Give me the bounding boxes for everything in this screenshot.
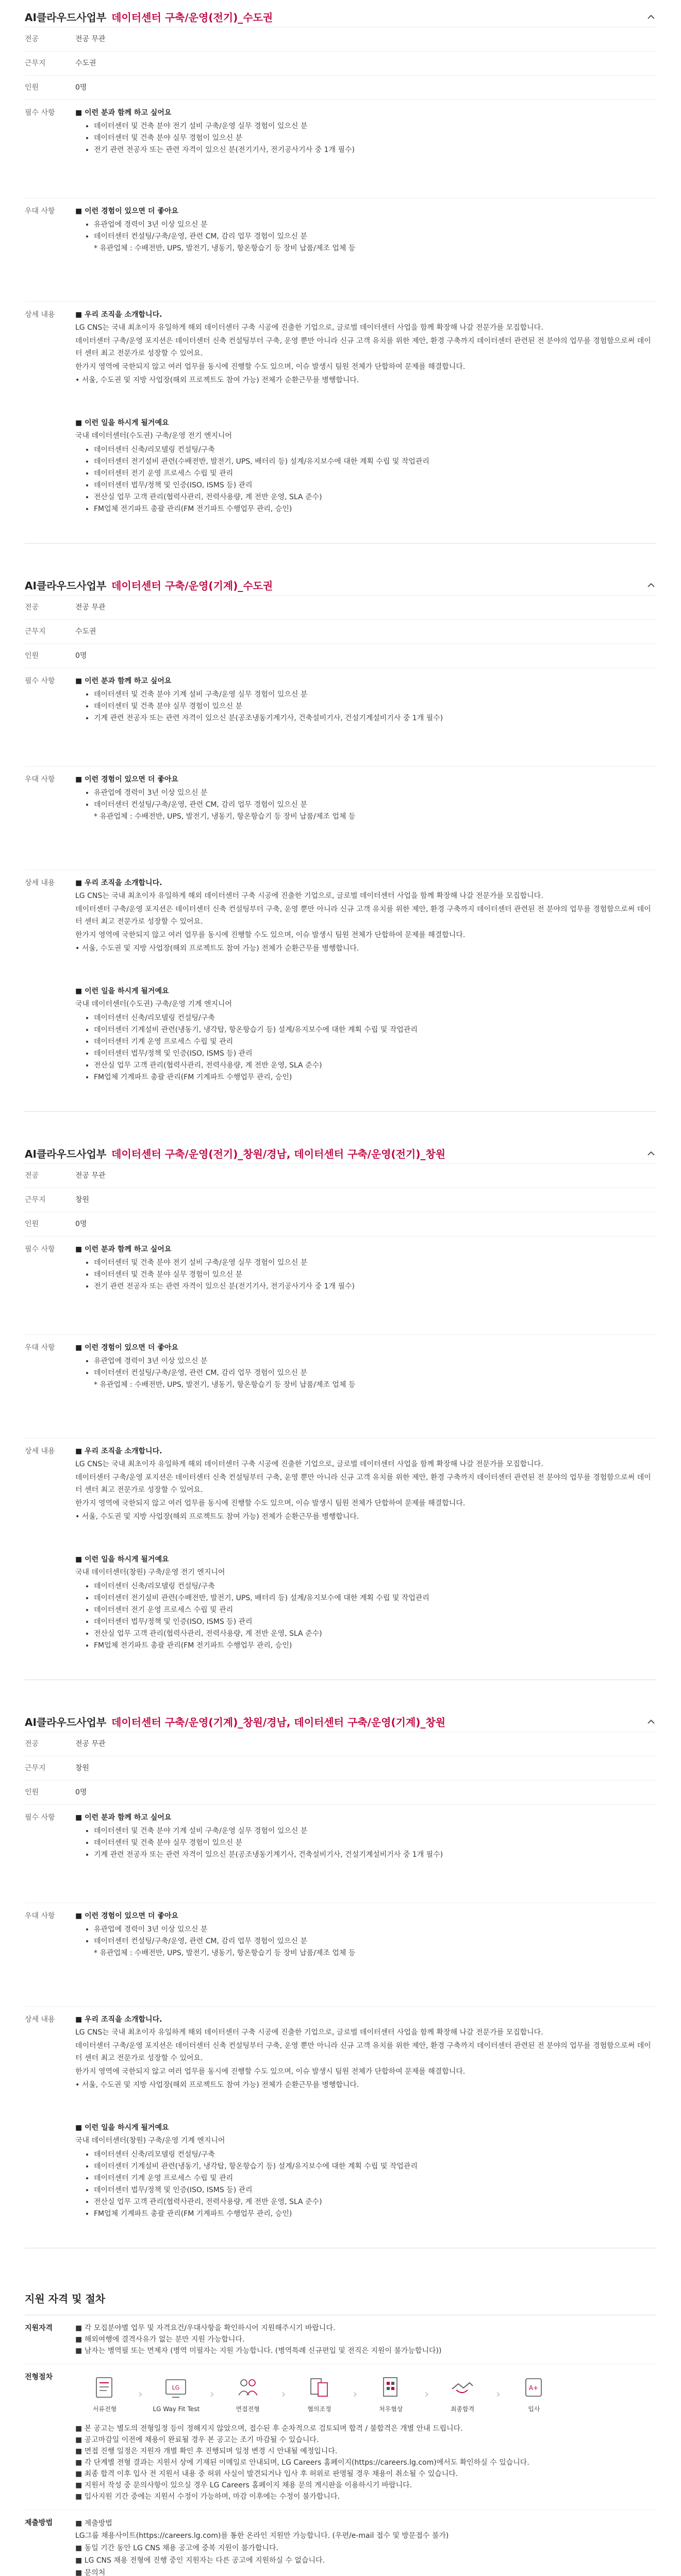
preferred-values bbox=[75, 1335, 656, 1438]
process-step-label: 협의조정 bbox=[307, 2405, 331, 2413]
required-head: ■ 이런 분과 함께 하고 싶어요 bbox=[75, 1812, 656, 1823]
detail-paragraph: 데이터센터 구축/운영 포지션은 데이터센터 신축 컨설팅부터 구축, 운영 뿐만 아니라 신규 고객 유치를 위한 제안, 환경 구축까지 데이터센터 관련된 전 분야의 업무를 경험함으로써 데이터 센터 최고 전문가로 성장할 수 있어요. bbox=[75, 337, 651, 358]
qualification-label: 지원자격 bbox=[25, 2324, 53, 2332]
detail-paragraph: 데이터센터 구축/운영 포지션은 데이터센터 신축 컨설팅부터 구축, 운영 뿐만 아니라 신규 고객 유치를 위한 제안, 환경 구축까지 데이터센터 관련된 전 분야의 업무를 경험함으로써 데이터 센터 최고 전문가로 성장할 수 있어요. bbox=[75, 1473, 651, 1494]
location-value: 수도권 bbox=[75, 628, 96, 636]
detail-head: ■ 우리 조직을 소개합니다. bbox=[75, 877, 656, 889]
list-item: • 데이터센터 전기 운영 프로세스 수립 및 관리 bbox=[94, 1604, 656, 1616]
required-row bbox=[25, 1236, 656, 1335]
list-item: • 데이터센터 및 건축 분야 전기 설비 구축/운영 실무 경험이 있으신 분 bbox=[94, 1257, 656, 1269]
apply-line: ■ 동일 기간 동안 LG CNS 채용 공고에 중복 지원이 불가합니다. bbox=[75, 2544, 278, 2552]
list-item: • 데이터센터 신축/리모델링 컨설팅/구축 bbox=[94, 1012, 656, 1024]
detail-paragraph: 한가지 영역에 국한되지 않고 여러 업무를 동시에 진행할 수도 있으며, 이슈 발생시 팀원 전체가 단합하여 문제를 해결합니다. bbox=[75, 2067, 466, 2076]
list-item: • FM업체 기계파트 총괄 관리(FM 기계파트 수행업무 관리, 승인) bbox=[94, 1072, 656, 1083]
headcount-label: 인원 bbox=[25, 83, 39, 92]
job-posting bbox=[25, 1711, 656, 2248]
process-step bbox=[75, 2375, 134, 2415]
preferred-note: * 유관업체 : 수배전반, UPS, 발전기, 냉동기, 항온항습기 등 장비 납품/제조 업체 등 bbox=[94, 812, 356, 821]
preferred-list bbox=[75, 1924, 656, 1947]
list-item: • 데이터센터 법무/정책 및 인증(ISO, ISMS 등) 관리 bbox=[94, 480, 656, 492]
list-item: • 데이터센터 및 건축 분야 기계 설비 구축/운영 실무 경험이 있으신 분 bbox=[94, 689, 656, 701]
detail-head: ■ 우리 조직을 소개합니다. bbox=[75, 1446, 656, 1457]
apply-label: 제출방법 bbox=[25, 2519, 53, 2527]
preferred-label: 우대 사항 bbox=[25, 1912, 55, 1920]
major-value: 전공 무관 bbox=[75, 603, 106, 612]
major-row bbox=[25, 596, 656, 620]
required-head: ■ 이런 분과 함께 하고 싶어요 bbox=[75, 107, 656, 118]
job-dept: AI클라우드사업부 bbox=[25, 1147, 107, 1160]
job-header[interactable] bbox=[25, 6, 656, 27]
preferred-label: 우대 사항 bbox=[25, 775, 55, 784]
chevron-right-icon: › bbox=[496, 2388, 501, 2401]
list-item: • 데이터센터 및 건축 분야 전기 설비 구축/운영 실무 경험이 있으신 분 bbox=[94, 121, 656, 132]
detail-paragraph: • 서울, 수도권 및 지방 사업장(해외 프로젝트도 참여 가능) 전체가 순환근무를 병행합니다. bbox=[75, 944, 359, 953]
required-list bbox=[75, 1825, 656, 1861]
work-list bbox=[75, 1581, 656, 1652]
qualification-line: ■ 남자는 병역필 또는 면제자 (병역 미필자는 지원 가능합니다. (병역특례 신규편입 및 전직은 지원이 불가능합니다)) bbox=[75, 2347, 442, 2355]
list-item: • 데이터센터 및 건축 분야 실무 경험이 있으신 분 bbox=[94, 132, 656, 144]
preferred-head: ■ 이런 경험이 있으면 더 좋아요 bbox=[75, 1342, 656, 1353]
apply-values bbox=[75, 2510, 656, 2576]
location-label: 근무지 bbox=[25, 1196, 46, 1204]
job-header[interactable] bbox=[25, 1711, 656, 1732]
job-position: 데이터센터 구축/운영(기계)_수도권 bbox=[111, 579, 273, 592]
list-item: • 전산실 업무 고객 관리(협력사관리, 전력사용량, 계 전반 운영, SLA 준수) bbox=[94, 1060, 656, 1072]
process-step bbox=[361, 2375, 420, 2415]
headcount-value: 0명 bbox=[75, 1788, 87, 1797]
work-list bbox=[75, 2149, 656, 2220]
location-value: 수도권 bbox=[75, 59, 96, 67]
list-item: • FM업체 전기파트 총괄 관리(FM 전기파트 수행업무 관리, 승인) bbox=[94, 1640, 656, 1652]
job-position: 데이터센터 구축/운영(전기)_수도권 bbox=[111, 11, 273, 24]
required-values bbox=[75, 1236, 656, 1334]
preferred-row bbox=[25, 1335, 656, 1438]
preferred-note: * 유관업체 : 수배전반, UPS, 발전기, 냉동기, 항온항습기 등 장비 납품/제조 업체 등 bbox=[94, 1381, 356, 1389]
required-list bbox=[75, 689, 656, 724]
list-item: • 전기 관련 전공자 또는 관련 자격이 있으신 분(전기기사, 전기공사기사 중 1개 필수) bbox=[94, 144, 656, 156]
job-posting bbox=[25, 6, 656, 544]
job-dept: AI클라우드사업부 bbox=[25, 579, 107, 592]
process-note: ■ 공고마감일 이전에 채용이 완료될 경우 본 공고는 조기 마감될 수 있습니다. bbox=[75, 2436, 319, 2444]
job-list bbox=[25, 6, 656, 2248]
major-value: 전공 무관 bbox=[75, 35, 106, 43]
chevron-up-icon[interactable] bbox=[646, 11, 656, 22]
location-row bbox=[25, 1188, 656, 1212]
required-row bbox=[25, 668, 656, 767]
major-label: 전공 bbox=[25, 35, 39, 43]
chevron-up-icon[interactable] bbox=[646, 1148, 656, 1158]
major-label: 전공 bbox=[25, 603, 39, 612]
qualification-section bbox=[25, 2279, 656, 2576]
detail-paragraph: 데이터센터 구축/운영 포지션은 데이터센터 신축 컨설팅부터 구축, 운영 뿐만 아니라 신규 고객 유치를 위한 제안, 환경 구축까지 데이터센터 관련된 전 분야의 업무를 경험함으로써 데이터 센터 최고 전문가로 성장할 수 있어요. bbox=[75, 2042, 651, 2062]
detail-paragraph: 한가지 영역에 국한되지 않고 여러 업무를 동시에 진행할 수도 있으며, 이슈 발생시 팀원 전체가 단합하여 문제를 해결합니다. bbox=[75, 931, 466, 939]
location-row bbox=[25, 1756, 656, 1781]
location-label: 근무지 bbox=[25, 1764, 46, 1772]
detail-values bbox=[75, 302, 656, 543]
detail-row bbox=[25, 302, 656, 543]
location-value: 창원 bbox=[75, 1196, 90, 1204]
chevron-right-icon: › bbox=[353, 2388, 358, 2401]
preferred-row bbox=[25, 767, 656, 870]
detail-paragraph: LG CNS는 국내 최초이자 유일하게 해외 데이터센터 구축 시공에 진출한 기업으로, 글로벌 데이터센터 사업을 함께 확장해 나갈 전문가를 모집합니다. bbox=[75, 324, 543, 332]
svg-text:A+: A+ bbox=[528, 2384, 539, 2392]
preferred-list bbox=[75, 1355, 656, 1379]
major-row bbox=[25, 27, 656, 52]
detail-row bbox=[25, 2007, 656, 2248]
required-list bbox=[75, 121, 656, 156]
work-head: ■ 이런 일을 하시게 될거예요 bbox=[75, 1554, 656, 1565]
location-row bbox=[25, 52, 656, 76]
list-item: • 데이터센터 전기설비 관련(수배전반, 발전기, UPS, 배터리 등) 설계/유지보수에 대한 계획 수립 및 작업관리 bbox=[94, 456, 656, 468]
detail-paragraph: LG CNS는 국내 최초이자 유일하게 해외 데이터센터 구축 시공에 진출한 기업으로, 글로벌 데이터센터 사업을 함께 확장해 나갈 전문가를 모집합니다. bbox=[75, 892, 543, 900]
job-header[interactable] bbox=[25, 574, 656, 596]
job-title bbox=[25, 1146, 445, 1161]
location-row bbox=[25, 620, 656, 644]
preferred-values bbox=[75, 767, 656, 870]
detail-paragraph: • 서울, 수도권 및 지방 사업장(해외 프로젝트도 참여 가능) 전체가 순환근무를 병행합니다. bbox=[75, 376, 359, 384]
process-steps bbox=[75, 2375, 656, 2415]
qualification-line: ■ 각 모집분야별 업무 및 자격요건/우대사항을 확인하시어 지원해주시기 바랍니다. bbox=[75, 2324, 336, 2332]
list-item: • 데이터센터 기계설비 관련(냉동기, 냉각탑, 항온항습기 등) 설계/유지보수에 대한 계획 수립 및 작업관리 bbox=[94, 1024, 656, 1036]
job-title bbox=[25, 1714, 445, 1729]
major-row bbox=[25, 1732, 656, 1756]
detail-row bbox=[25, 870, 656, 1111]
detail-label: 상세 내용 bbox=[25, 1447, 55, 1455]
required-values bbox=[75, 100, 656, 198]
preferred-values bbox=[75, 198, 656, 301]
preferred-list bbox=[75, 787, 656, 811]
required-row bbox=[25, 100, 656, 198]
detail-row bbox=[25, 1438, 656, 1680]
negotiation-icon bbox=[306, 2375, 333, 2400]
list-item: • 데이터센터 컨설팅/구축/운영, 관련 CM, 감리 업무 경험이 있으신 분 bbox=[94, 231, 656, 243]
list-item: • 전산실 업무 고객 관리(협력사관리, 전력사용량, 계 전반 운영, SLA 준수) bbox=[94, 492, 656, 503]
handshake-icon bbox=[449, 2375, 476, 2400]
work-intro: 국내 데이터센터(창원) 구축/운영 전기 엔지니어 bbox=[75, 1568, 225, 1577]
list-item: • 유관업에 경력이 3년 이상 있으신 분 bbox=[94, 787, 656, 799]
headcount-value: 0명 bbox=[75, 652, 87, 660]
document-icon bbox=[91, 2375, 118, 2400]
required-label: 필수 사항 bbox=[25, 109, 55, 117]
job-dept: AI클라우드사업부 bbox=[25, 11, 107, 24]
preferred-note: * 유관업체 : 수배전반, UPS, 발전기, 냉동기, 항온항습기 등 장비 납품/제조 업체 등 bbox=[94, 1949, 356, 1957]
list-item: • FM업체 기계파트 총괄 관리(FM 기계파트 수행업무 관리, 승인) bbox=[94, 2208, 656, 2220]
list-item: • 유관업에 경력이 3년 이상 있으신 분 bbox=[94, 1924, 656, 1936]
work-head: ■ 이런 일을 하시게 될거예요 bbox=[75, 986, 656, 997]
headcount-row bbox=[25, 76, 656, 100]
detail-values bbox=[75, 1438, 656, 1680]
detail-label: 상세 내용 bbox=[25, 311, 55, 319]
detail-paragraph: • 서울, 수도권 및 지방 사업장(해외 프로젝트도 참여 가능) 전체가 순환근무를 병행합니다. bbox=[75, 2081, 359, 2089]
list-item: • 데이터센터 법무/정책 및 인증(ISO, ISMS 등) 관리 bbox=[94, 1048, 656, 1060]
job-posting bbox=[25, 574, 656, 1112]
process-step-label: 최종합격 bbox=[450, 2405, 475, 2413]
headcount-label: 인원 bbox=[25, 652, 39, 660]
preferred-values bbox=[75, 1903, 656, 2006]
list-item: • 전기 관련 전공자 또는 관련 자격이 있으신 분(전기기사, 전기공사기사 중 1개 필수) bbox=[94, 1281, 656, 1293]
preferred-label: 우대 사항 bbox=[25, 207, 55, 215]
list-item: • 데이터센터 및 건축 분야 실무 경험이 있으신 분 bbox=[94, 1837, 656, 1849]
list-item: • 유관업에 경력이 3년 이상 있으신 분 bbox=[94, 219, 656, 231]
preferred-list bbox=[75, 219, 656, 243]
detail-head: ■ 우리 조직을 소개합니다. bbox=[75, 309, 656, 320]
work-intro: 국내 데이터센터(창원) 구축/운영 기계 엔지니어 bbox=[75, 2137, 225, 2145]
location-label: 근무지 bbox=[25, 628, 46, 636]
process-note: ■ 본 공고는 별도의 전형일정 등이 정해지지 않았으며, 접수된 후 순차적으로 검토되며 합격 / 불합격은 개별 안내 드립니다. bbox=[75, 2425, 463, 2433]
detail-paragraph: LG CNS는 국내 최초이자 유일하게 해외 데이터센터 구축 시공에 진출한 기업으로, 글로벌 데이터센터 사업을 함께 확장해 나갈 전문가를 모집합니다. bbox=[75, 2028, 543, 2037]
detail-values bbox=[75, 870, 656, 1111]
section-title: 지원 자격 및 절차 bbox=[25, 2279, 656, 2315]
required-list bbox=[75, 1257, 656, 1293]
process-note: ■ 각 단계별 전형 결과는 지원서 상에 기재된 이메일로 안내되며, LG Careers 홈페이지(https://careers.lg.com)에서도 확인하실 수 있습니다. bbox=[75, 2459, 529, 2467]
required-label: 필수 사항 bbox=[25, 677, 55, 685]
process-step-label: 처우협상 bbox=[379, 2405, 403, 2413]
svg-text:LG: LG bbox=[172, 2384, 180, 2391]
detail-values bbox=[75, 2007, 656, 2248]
list-item: • 데이터센터 기계 운영 프로세스 수립 및 관리 bbox=[94, 1036, 656, 1048]
qualification-line: ■ 해외여행에 결격사유가 없는 분만 지원 가능합니다. bbox=[75, 2335, 245, 2344]
required-row bbox=[25, 1805, 656, 1903]
chevron-up-icon[interactable] bbox=[646, 1716, 656, 1726]
chevron-up-icon[interactable] bbox=[646, 580, 656, 590]
preferred-head: ■ 이런 경험이 있으면 더 좋아요 bbox=[75, 206, 656, 217]
work-list bbox=[75, 444, 656, 515]
list-item: • 데이터센터 신축/리모델링 컨설팅/구축 bbox=[94, 444, 656, 456]
list-item: • 전산실 업무 고객 관리(협력사관리, 전력사용량, 계 전반 운영, SLA 준수) bbox=[94, 2196, 656, 2208]
list-item: • 데이터센터 법무/정책 및 인증(ISO, ISMS 등) 관리 bbox=[94, 1616, 656, 1628]
headcount-label: 인원 bbox=[25, 1220, 39, 1228]
monitor-icon bbox=[163, 2375, 190, 2400]
work-intro: 국내 데이터센터(수도권) 구축/운영 기계 엔지니어 bbox=[75, 1000, 232, 1008]
process-step-label: 면접전형 bbox=[236, 2405, 260, 2413]
process-step-label: 입사 bbox=[528, 2405, 540, 2413]
required-label: 필수 사항 bbox=[25, 1245, 55, 1253]
list-item: • 데이터센터 컨설팅/구축/운영, 관련 CM, 감리 업무 경험이 있으신 분 bbox=[94, 1367, 656, 1379]
list-item: • 데이터센터 및 건축 분야 기계 설비 구축/운영 실무 경험이 있으신 분 bbox=[94, 1825, 656, 1837]
apply-head: ■ 제출방법 bbox=[75, 2519, 112, 2528]
list-item: • 데이터센터 전기설비 관련(수배전반, 발전기, UPS, 배터리 등) 설계/유지보수에 대한 계획 수립 및 작업관리 bbox=[94, 1592, 656, 1604]
preferred-note: * 유관업체 : 수배전반, UPS, 발전기, 냉동기, 항온항습기 등 장비 납품/제조 업체 등 bbox=[94, 244, 356, 252]
process-note: ■ 입사지원 기간 중에는 지원서 수정이 가능하며, 마감 이후에는 수정이 불가합니다. bbox=[75, 2493, 340, 2501]
qualification-values bbox=[75, 2315, 656, 2364]
required-label: 필수 사항 bbox=[25, 1814, 55, 1822]
chevron-right-icon: › bbox=[209, 2388, 214, 2401]
required-head: ■ 이런 분과 함께 하고 싶어요 bbox=[75, 1244, 656, 1255]
headcount-value: 0명 bbox=[75, 1220, 87, 1228]
location-value: 창원 bbox=[75, 1764, 90, 1772]
required-values bbox=[75, 668, 656, 766]
onboarding-icon bbox=[521, 2375, 547, 2400]
major-value: 전공 무관 bbox=[75, 1172, 106, 1180]
job-detail-page bbox=[25, 0, 656, 2576]
list-item: • 데이터센터 전기 운영 프로세스 수립 및 관리 bbox=[94, 468, 656, 480]
list-item: • FM업체 전기파트 총괄 관리(FM 전기파트 수행업무 관리, 승인) bbox=[94, 503, 656, 515]
building-icon bbox=[377, 2375, 404, 2400]
chevron-right-icon: › bbox=[281, 2388, 286, 2401]
work-head: ■ 이런 일을 하시게 될거예요 bbox=[75, 417, 656, 429]
detail-paragraph: 한가지 영역에 국한되지 않고 여러 업무를 동시에 진행할 수도 있으며, 이슈 발생시 팀원 전체가 단합하여 문제를 해결합니다. bbox=[75, 1499, 466, 1507]
chevron-right-icon: › bbox=[424, 2388, 429, 2401]
job-title bbox=[25, 578, 273, 592]
preferred-label: 우대 사항 bbox=[25, 1344, 55, 1352]
detail-label: 상세 내용 bbox=[25, 2015, 55, 2024]
headcount-row bbox=[25, 1781, 656, 1805]
detail-label: 상세 내용 bbox=[25, 879, 55, 887]
headcount-value: 0명 bbox=[75, 83, 87, 92]
preferred-row bbox=[25, 1903, 656, 2007]
apply-line: ■ LG CNS 채용 전형에 진행 중인 지원자는 다른 공고에 지원하실 수 없습니다. bbox=[75, 2556, 325, 2565]
headcount-row bbox=[25, 644, 656, 668]
apply-row bbox=[25, 2510, 656, 2576]
detail-paragraph: 데이터센터 구축/운영 포지션은 데이터센터 신축 컨설팅부터 구축, 운영 뿐만 아니라 신규 고객 유치를 위한 제안, 환경 구축까지 데이터센터 관련된 전 분야의 업무를 경험함으로써 데이터 센터 최고 전문가로 성장할 수 있어요. bbox=[75, 905, 651, 926]
list-item: • 데이터센터 신축/리모델링 컨설팅/구축 bbox=[94, 2149, 656, 2161]
process-note: ■ 지원서 작성 중 문의사항이 있으실 경우 LG Careers 홈페이지 채용 문의 게시판을 이용하시기 바랍니다. bbox=[75, 2481, 412, 2489]
process-notes bbox=[75, 2423, 656, 2502]
list-item: • 데이터센터 및 건축 분야 실무 경험이 있으신 분 bbox=[94, 701, 656, 713]
detail-paragraph: • 서울, 수도권 및 지방 사업장(해외 프로젝트도 참여 가능) 전체가 순환근무를 병행합니다. bbox=[75, 1513, 359, 1521]
major-row bbox=[25, 1164, 656, 1188]
process-step bbox=[147, 2375, 206, 2415]
detail-head: ■ 우리 조직을 소개합니다. bbox=[75, 2014, 656, 2025]
list-item: • 기계 관련 전공자 또는 관련 자격이 있으신 분(공조냉동기계기사, 건축설비기사, 건설기계설비기사 중 1개 필수) bbox=[94, 713, 656, 724]
process-step bbox=[505, 2375, 563, 2415]
preferred-head: ■ 이런 경험이 있으면 더 좋아요 bbox=[75, 774, 656, 785]
list-item: • 데이터센터 컨설팅/구축/운영, 관련 CM, 감리 업무 경험이 있으신 분 bbox=[94, 1936, 656, 1947]
qualification-row bbox=[25, 2315, 656, 2364]
interview-icon bbox=[235, 2375, 261, 2400]
process-values bbox=[75, 2364, 656, 2510]
process-step-label: LG Way Fit Test bbox=[153, 2405, 200, 2413]
process-step bbox=[219, 2375, 277, 2415]
list-item: • 유관업에 경력이 3년 이상 있으신 분 bbox=[94, 1355, 656, 1367]
required-head: ■ 이런 분과 함께 하고 싶어요 bbox=[75, 675, 656, 687]
work-list bbox=[75, 1012, 656, 1083]
list-item: • 전산실 업무 고객 관리(협력사관리, 전력사용량, 계 전반 운영, SLA 준수) bbox=[94, 1628, 656, 1640]
process-row bbox=[25, 2364, 656, 2510]
job-position: 데이터센터 구축/운영(기계)_창원/경남, 데이터센터 구축/운영(기계)_창원 bbox=[111, 1716, 446, 1728]
job-posting bbox=[25, 1143, 656, 1680]
chevron-right-icon: › bbox=[138, 2388, 143, 2401]
list-item: • 데이터센터 기계 운영 프로세스 수립 및 관리 bbox=[94, 2173, 656, 2184]
apply-line: ■ 문의처 bbox=[75, 2569, 106, 2576]
apply-line: LG그룹 채용사이트(https://careers.lg.com)를 통한 온라인 지원만 가능합니다. (우편/e-mail 접수 및 방문접수 불가) bbox=[75, 2532, 449, 2540]
process-step bbox=[433, 2375, 492, 2415]
required-values bbox=[75, 1805, 656, 1903]
work-intro: 국내 데이터센터(수도권) 구축/운영 전기 엔지니어 bbox=[75, 432, 232, 440]
list-item: • 데이터센터 신축/리모델링 컨설팅/구축 bbox=[94, 1581, 656, 1592]
headcount-label: 인원 bbox=[25, 1788, 39, 1797]
work-head: ■ 이런 일을 하시게 될거예요 bbox=[75, 2122, 656, 2133]
list-item: • 데이터센터 및 건축 분야 실무 경험이 있으신 분 bbox=[94, 1269, 656, 1281]
list-item: • 기계 관련 전공자 또는 관련 자격이 있으신 분(공조냉동기계기사, 건축설비기사, 건설기계설비기사 중 1개 필수) bbox=[94, 1849, 656, 1861]
major-value: 전공 무관 bbox=[75, 1740, 106, 1748]
detail-paragraph: 한가지 영역에 국한되지 않고 여러 업무를 동시에 진행할 수도 있으며, 이슈 발생시 팀원 전체가 단합하여 문제를 해결합니다. bbox=[75, 363, 466, 371]
process-label: 전형절차 bbox=[25, 2373, 53, 2381]
detail-paragraph: LG CNS는 국내 최초이자 유일하게 해외 데이터센터 구축 시공에 진출한 기업으로, 글로벌 데이터센터 사업을 함께 확장해 나갈 전문가를 모집합니다. bbox=[75, 1460, 543, 1468]
list-item: • 데이터센터 법무/정책 및 인증(ISO, ISMS 등) 관리 bbox=[94, 2184, 656, 2196]
process-step bbox=[290, 2375, 348, 2415]
preferred-row bbox=[25, 198, 656, 302]
preferred-head: ■ 이런 경험이 있으면 더 좋아요 bbox=[75, 1910, 656, 1922]
major-label: 전공 bbox=[25, 1740, 39, 1748]
list-item: • 데이터센터 컨설팅/구축/운영, 관련 CM, 감리 업무 경험이 있으신 분 bbox=[94, 799, 656, 811]
major-label: 전공 bbox=[25, 1172, 39, 1180]
headcount-row bbox=[25, 1212, 656, 1236]
job-position: 데이터센터 구축/운영(전기)_창원/경남, 데이터센터 구축/운영(전기)_창원 bbox=[111, 1147, 446, 1160]
list-item: • 데이터센터 기계설비 관련(냉동기, 냉각탑, 항온항습기 등) 설계/유지보수에 대한 계획 수립 및 작업관리 bbox=[94, 2161, 656, 2173]
process-note: ■ 면접 진행 일정은 지원자 개별 확인 후 진행되며 일정 변경 시 안내될 예정입니다. bbox=[75, 2447, 338, 2455]
job-header[interactable] bbox=[25, 1143, 656, 1164]
job-dept: AI클라우드사업부 bbox=[25, 1716, 107, 1728]
job-title bbox=[25, 9, 273, 24]
location-label: 근무지 bbox=[25, 59, 46, 67]
process-step-label: 서류전형 bbox=[92, 2405, 117, 2413]
process-note: ■ 최종 합격 이후 입사 전 지원서 내용 중 허위 사실이 발견되거나 입사 후 허위로 판명될 경우 채용이 취소될 수 있습니다. bbox=[75, 2470, 458, 2478]
